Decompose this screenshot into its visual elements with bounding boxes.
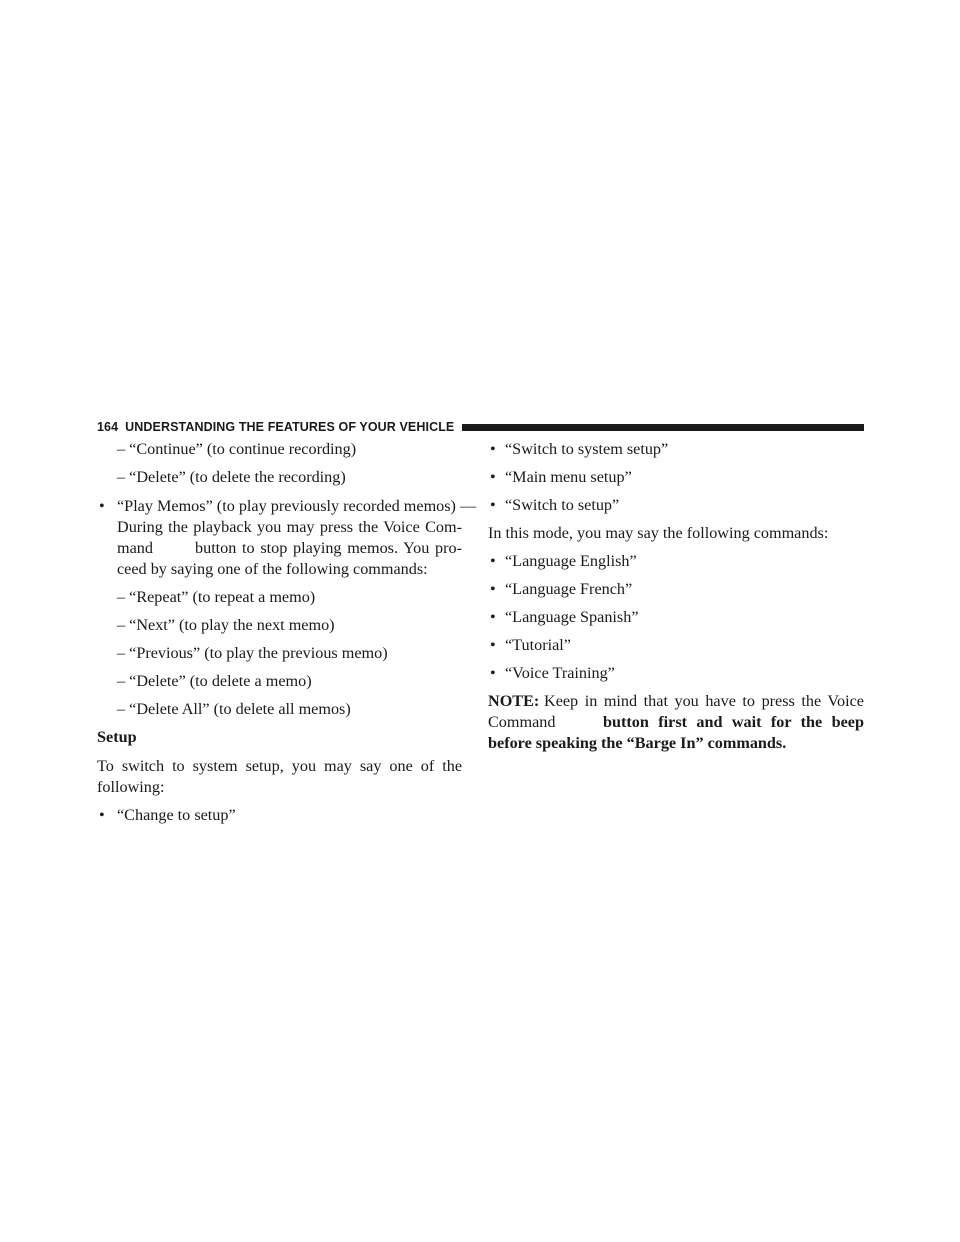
note-text: before speaking the “Barge In” commands.: [488, 734, 787, 752]
paragraph-line: During the playback you may press the Voice Com-: [117, 518, 462, 536]
list-item: – “Delete” (to delete a memo): [117, 672, 312, 690]
paragraph-line: ceed by saying one of the following commands:: [117, 560, 428, 578]
list-item: “Language English”: [505, 552, 637, 570]
list-item: – “Delete All” (to delete all memos): [117, 700, 351, 718]
section-heading: Setup: [97, 728, 137, 746]
list-item: “Change to setup”: [117, 806, 236, 824]
list-item: “Tutorial”: [505, 636, 571, 654]
list-item: – “Delete” (to delete the recording): [117, 468, 346, 486]
list-item: – “Previous” (to play the previous memo): [117, 644, 388, 662]
bullet-icon: •: [490, 664, 496, 682]
note-text: Keep in mind that you have to press the Voice: [544, 692, 864, 710]
paragraph-line: To switch to system setup, you may say one of the: [97, 757, 462, 775]
bullet-icon: •: [490, 468, 496, 486]
bullet-icon: •: [490, 552, 496, 570]
bullet-icon: •: [490, 636, 496, 654]
list-item: “Switch to system setup”: [505, 440, 669, 458]
paragraph-line: In this mode, you may say the following commands:: [488, 524, 829, 542]
bullet-icon: •: [490, 496, 496, 514]
list-item: “Main menu setup”: [505, 468, 632, 486]
list-item: “Language French”: [505, 580, 633, 598]
note-text: Command: [488, 713, 556, 731]
list-item: – “Next” (to play the next memo): [117, 616, 335, 634]
list-item: “Language Spanish”: [505, 608, 639, 626]
list-item: “Switch to setup”: [505, 496, 620, 514]
paragraph-line: mand: [117, 539, 153, 557]
header-rule: [462, 424, 864, 431]
page-header: [97, 418, 864, 436]
list-item: – “Continue” (to continue recording): [117, 440, 357, 458]
paragraph-line: button to stop playing memos. You pro-: [195, 539, 462, 557]
section-title: UNDERSTANDING THE FEATURES OF YOUR VEHICLE: [125, 420, 455, 434]
bullet-icon: •: [490, 440, 496, 458]
list-item: – “Repeat” (to repeat a memo): [117, 588, 316, 606]
paragraph-line: following:: [97, 778, 165, 796]
list-item: “Voice Training”: [505, 664, 615, 682]
page-number: 164: [97, 420, 119, 434]
list-item: “Play Memos” (to play previously recorded memos) —: [117, 497, 477, 515]
note-label: NOTE:: [488, 692, 540, 710]
bullet-icon: •: [490, 580, 496, 598]
bullet-icon: •: [490, 608, 496, 626]
bullet-icon: •: [99, 806, 105, 824]
bullet-icon: •: [99, 497, 105, 515]
note-text: button first and wait for the beep: [603, 713, 864, 731]
